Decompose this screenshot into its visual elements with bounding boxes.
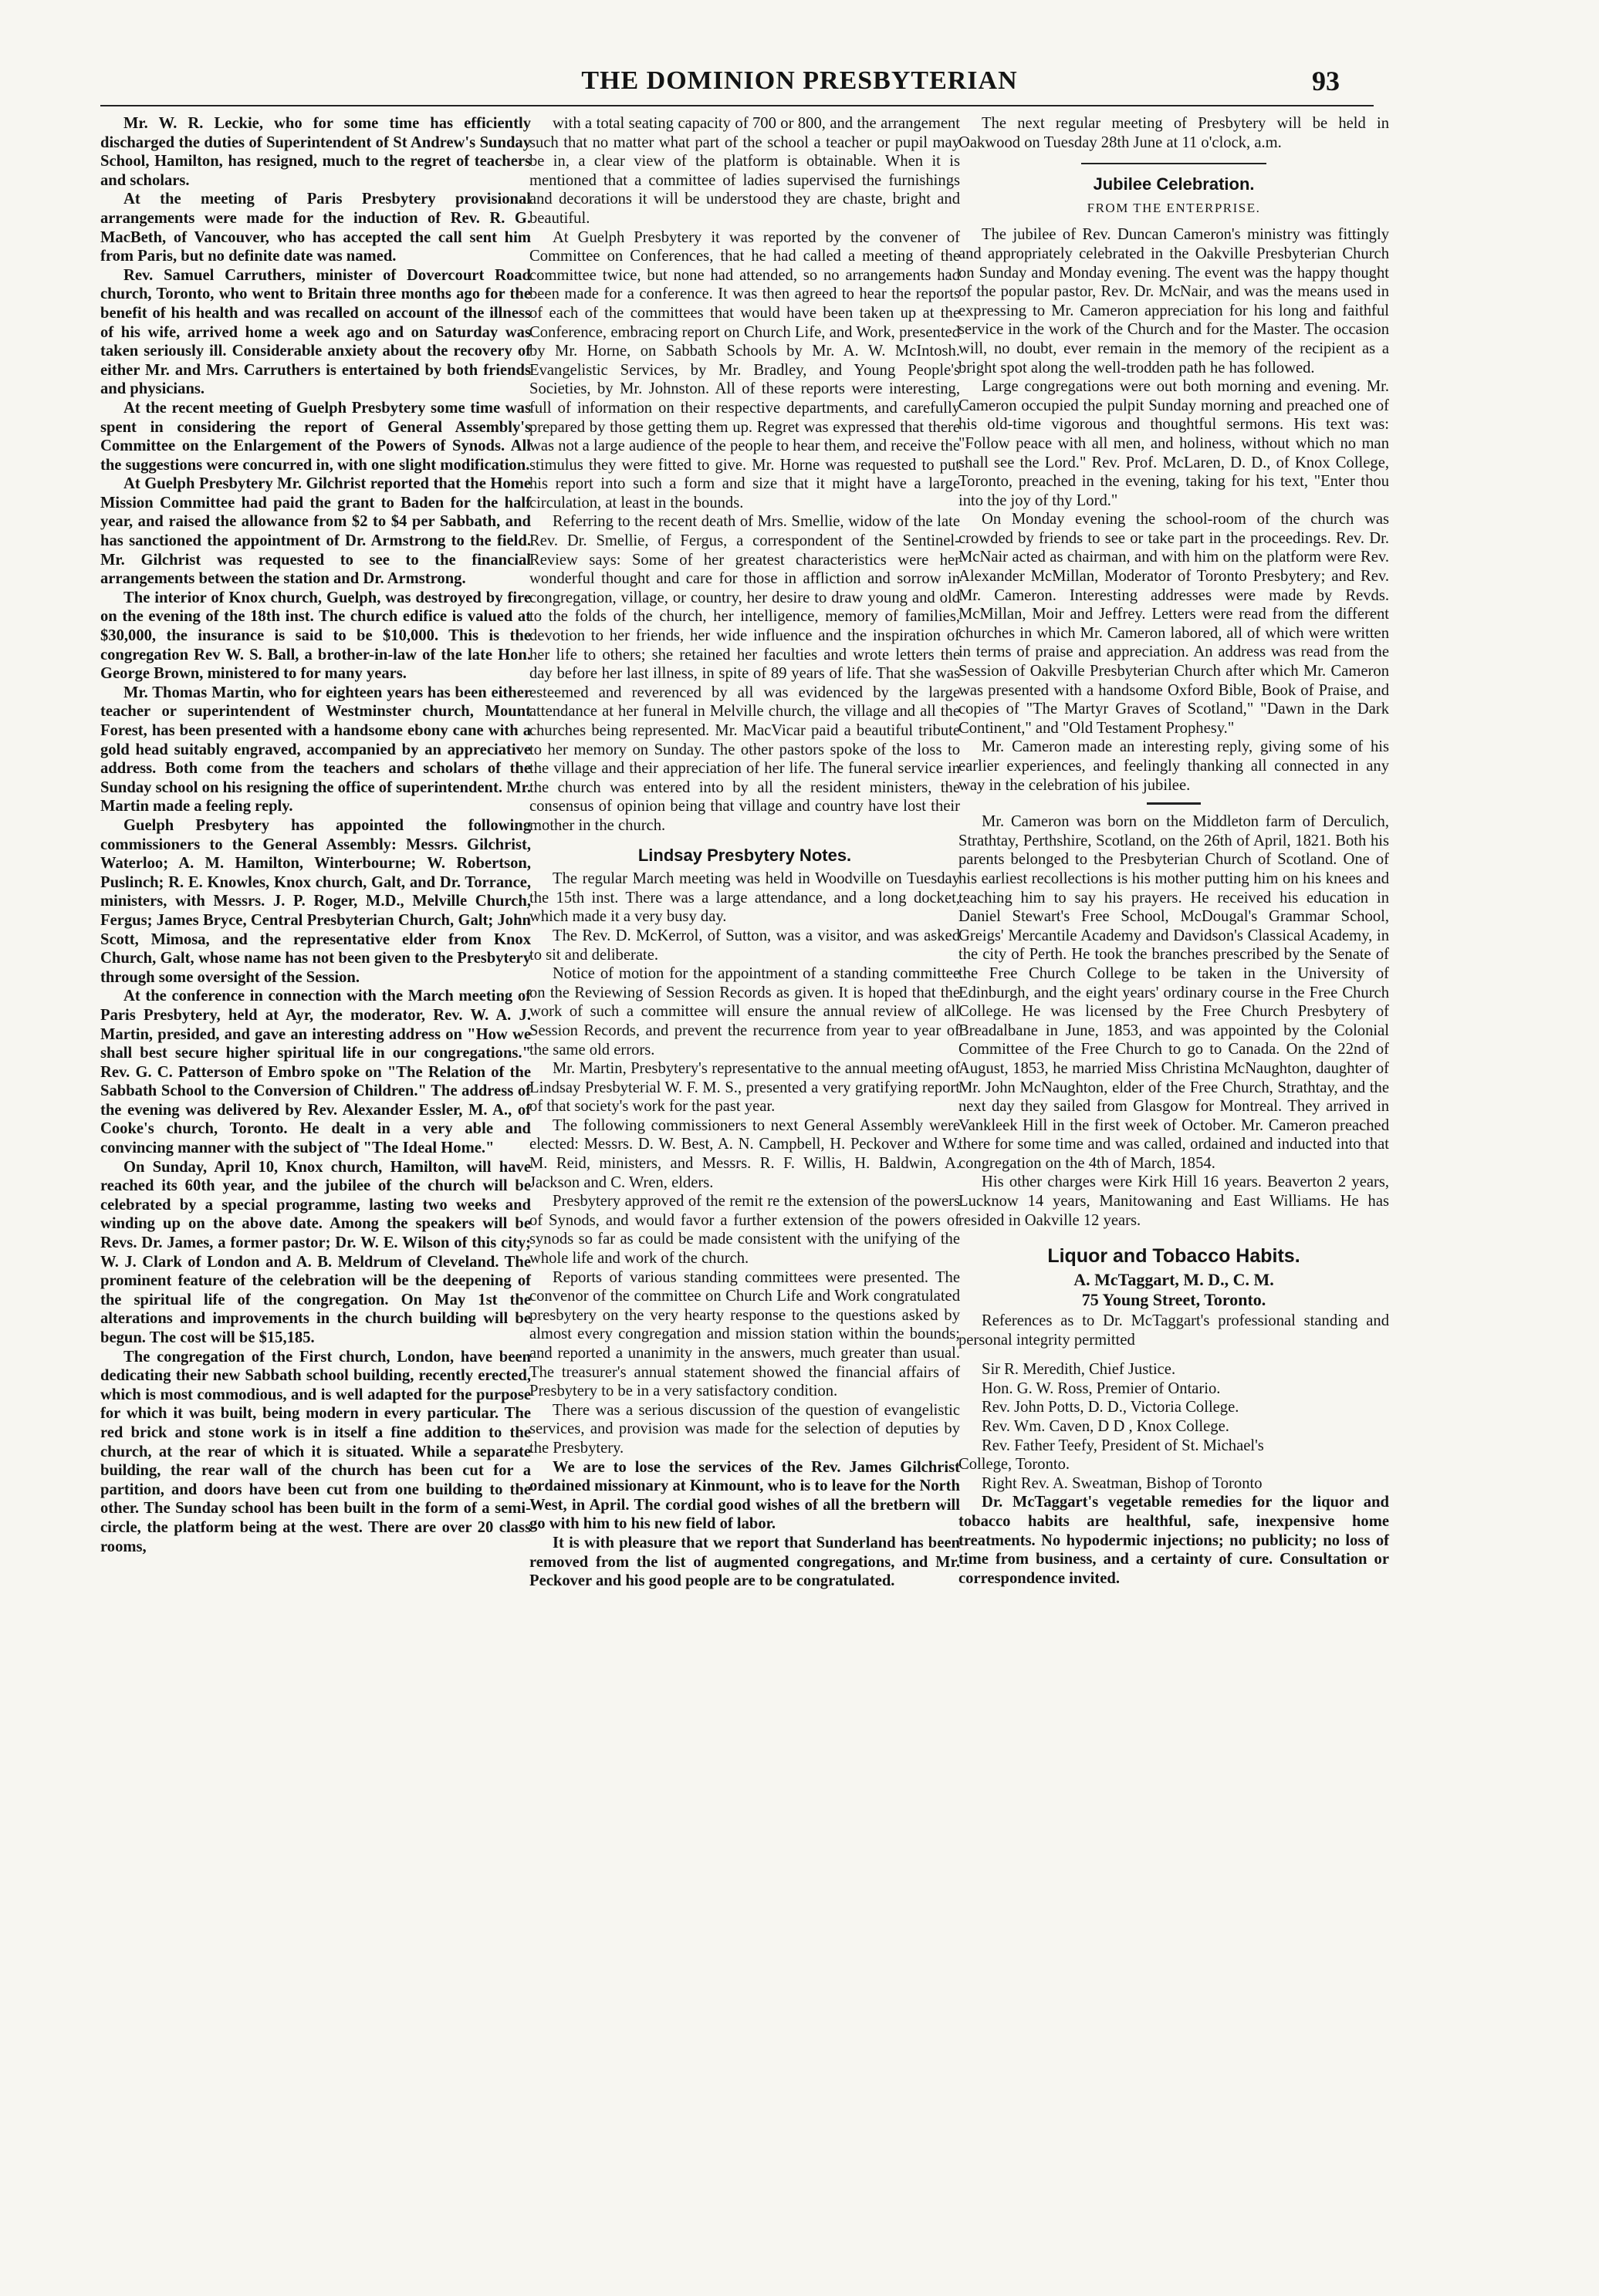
news-item: The following commissioners to next General Assembly were elected: Messrs. D. W. Best, A. N. Campbell, H. Peckover and W. M. Reid, ministers, and Messrs. R. F. Willis, H. Baldwin, A. Jackson and C. Wren, elders. <box>529 1116 960 1191</box>
reference-line: Rev. John Potts, D. D., Victoria College. <box>982 1399 1239 1416</box>
advert-heading: Liquor and Tobacco Habits. <box>1047 1245 1300 1268</box>
column-1 <box>100 114 531 1556</box>
news-item: The next regular meeting of Presbytery will be held in Oakwood on Tuesday 28th June at 11 o'clock, a.m. <box>958 115 1389 151</box>
news-item: Mr. Thomas Martin, who for eighteen years has been either teacher or superintendent of Westminster church, Mount Forest, has been presented with a handsome ebony cane with a gold head suitably engraved, accompanied by an appreciative address. Both come from the teachers and scholars of the Sunday school on his resigning the office of superintendent. Mr. Martin made a feeling reply. <box>100 684 531 815</box>
advert-intro: References as to Dr. McTaggart's professional standing and personal integrity permitted <box>958 1312 1389 1349</box>
advert-address: 75 Young Street, Toronto. <box>1081 1290 1266 1310</box>
news-item: We are to lose the services of the Rev. James Gilchrist ordained missionary at Kinmount, who is to leave for the North West, in April. The cordial good wishes of all the bretbern will go with him to his new field of labor. <box>529 1458 960 1533</box>
news-item: At the conference in connection with the March meeting of Paris Presbytery, held at Ayr, the moderator, Rev. W. A. J. Martin, presided, and gave an interesting address on "How we shall best secure higher spiritual life in our congregations." Rev. G. C. Patterson of Embro spoke on "The Relation of the Sabbath School to the Conversion of Children." The address of the evening was delivered by Rev. Alexander Essler, M. A., of Cooke's church, Toronto. He dealt in a very able and convincing manner with the subject of "The Ideal Home." <box>100 988 531 1157</box>
news-item: Referring to the recent death of Mrs. Smellie, widow of the late Rev. Dr. Smellie, of Fergus, a correspondent of the Sentinel-Review says: Some of her greatest characteristics were her wonderful thought and care for those in affliction and sorrow in congregation, village, or country, her desire to draw young and old to the folds of the church, her intelligence, memory of families, devotion to her friends, her wide influence and the inspiration of her life to others; she retained her faculties and wrote letters the day before her last illness, in spite of 89 years of life. That she was esteemed and reverenced by all was evidenced by the large attendance at her funeral in Melville church, the village and all the churches being represented. Mr. MacVicar paid a beautiful tribute to her memory on Sunday. The other pastors spoke of the loss to the village and their appreciation of her life. The funeral service in the church was entered into by all the resident ministers, the consensus of opinion being that village and country have lost their mother in the church. <box>529 513 960 834</box>
news-item: Guelph Presbytery has appointed the following commissioners to the General Assembly: Messrs. Gilchrist, Waterloo; A. M. Hamilton, Winterbourne; W. Robertson, Puslinch; R. E. Knowles, Knox church, Galt, and Dr. Torrance, ministers, with Messrs. J. P. Roger, M.D., Melville Church, Fergus; James Bryce, Central Presbyterian Church, Galt; John Scott, Mimosa, and the representative elder from Knox Church, Galt, whose name has not been given to the Presbytery through some oversight of the Session. <box>100 816 531 986</box>
spacer <box>958 1349 1389 1360</box>
section-heading-lindsay: Lindsay Presbytery Notes. <box>637 845 852 865</box>
news-item: with a total seating capacity of 700 or 800, and the arrangement such that no matter what part of the school a teacher or pupil may be in, a clear view of the platform is obtainable. When it is mentioned that a committee of ladies supervised the furnishings and decorations it will be understood they are chaste, bright and beautiful. <box>529 115 960 227</box>
column-2 <box>529 114 960 1591</box>
reference-line: Sir R. Meredith, Chief Justice. <box>982 1361 1176 1379</box>
news-item: Mr. Cameron made an interesting reply, giving some of his earlier experiences, and feelingly thanking all connected in any way in the celebration of his jubilee. <box>958 738 1389 794</box>
reference-line: College, Toronto. <box>958 1456 1070 1474</box>
reference-line: Rev. Father Teefy, President of St. Michael's <box>982 1437 1264 1454</box>
news-item: Reports of various standing committees were presented. The convenor of the committee on Church Life and Work congratulated presbytery on the very hearty response to the questions asked by almost every congregation and mission station within the bounds; and reported a unanimity in the answers, much greater than usual. The treasurer's annual statement showed the financial affairs of Presbytery to be in a very satisfactory condition. <box>529 1268 960 1400</box>
advert-name: A. McTaggart, M. D., C. M. <box>1073 1269 1274 1289</box>
news-item: The interior of Knox church, Guelph, was destroyed by fire on the evening of the 18th inst. The church edifice is valued at $30,000, the insurance is said to be $10,000. This is the congregation Rev W. S. Ball, a brother-in-law of the late Hon. George Brown, ministered to for many years. <box>100 589 531 683</box>
news-item: It is with pleasure that we report that Sunderland has been removed from the list of augmented congregations, and Mr. Peckover and his good people are to be congratulated. <box>529 1534 960 1590</box>
header-rule <box>100 105 1374 106</box>
news-item: Mr. Martin, Presbytery's representative to the annual meeting of Lindsay Presbyterial W. F. M. S., presented a very gratifying report of that society's work for the past year. <box>529 1060 960 1116</box>
news-item: At Guelph Presbytery it was reported by the convener of Committee on Conferences, that he had called a meeting of the committee twice, but none had attended, so no arrangements had been made for a conference. It was then agreed to hear the reports of each of the committees that would have been taken up at the Conference, embracing report on Church Life, and Work, presented by Mr. Horne, on Sabbath Schools by Mr. A. W. McIntosh. Evangelistic Services, by Mr. Bradley, and Young People's Societies, by Mr. Johnston. All of these reports were interesting, full of information on their respective departments, and carefully prepared by those getting them up. Regret was expressed that there was not a large audience of the people to hear them, and receive the stimulus they were fitted to give. Mr. Horne was requested to put his report into such a form and size that it might have a large circulation, at least in the bounds. <box>529 228 960 512</box>
reference-line: Right Rev. A. Sweatman, Bishop of Toronto <box>982 1474 1263 1492</box>
news-item: Rev. Samuel Carruthers, minister of Dovercourt Road church, Toronto, who went to Britain three months ago for the benefit of his health and was recalled on account of the illness of his wife, arrived home a week ago and on Saturday was taken seriously ill. Considerable anxiety about the recovery of either Mr. and Mrs. Carruthers is entertained by both friends and physicians. <box>100 266 531 398</box>
advert-body: Dr. McTaggart's vegetable remedies for the liquor and tobacco habits are healthful, safe, inexpensive home treatments. No hypodermic injections; no publicity; no loss of time from business, and a certainty of cure. Consultation or correspondence invited. <box>958 1494 1389 1587</box>
reference-line: Hon. G. W. Ross, Premier of Ontario. <box>982 1379 1221 1397</box>
news-item: On Monday evening the school-room of the church was crowded by friends to see or take part in the proceedings. Rev. Dr. McNair acted as chairman, and with him on the platform were Rev. Alexander McMillan, Moderator of Toronto Presbytery; and Rev. Mr. Cameron. Interesting addresses were made by Revds. McMillan, Moir and Jeffrey. Letters were read from the different churches in which Mr. Cameron labored, all of which were written in terms of praise and appreciation. An address was read from the Session of Oakville Presbyterian Church after which Mr. Cameron was presented with a handsome Oxford Bible, Book of Praise, and copies of "The Martyr Graves of Scotland," "Dawn in the Dark Continent," and "Old Testament Prophesy." <box>958 511 1389 737</box>
page-number: 93 <box>1312 66 1340 96</box>
news-item: The congregation of the First church, London, have been dedicating their new Sabbath school building, recently erected, which is most commodious, and is well adapted for the purpose for which it was built, being modern in every particular. The red brick and stone work is in itself a fine addition to the church, at the rear of which it is situated. While a separate building, the rear wall of the church has been cut for a partition, and doors have been cut from one building to the other. The Sunday school has been built in the form of a semi-circle, the platform being at the west. There are over 20 class rooms, <box>100 1348 531 1555</box>
news-item: Large congregations were out both morning and evening. Mr. Cameron occupied the pulpit Sunday morning and preached one of his old-time vigorous and thoughtful sermons. His text was: "Follow peace with all men, and holiness, without which no man shall see the Lord." Rev. Prof. McLaren, D. D., of Knox College, Toronto, preached in the evening, taking for his text, "Enter thou into the joy of thy Lord." <box>958 378 1389 509</box>
section-rule <box>1081 163 1266 164</box>
news-item: At the recent meeting of Guelph Presbytery some time was spent in considering the report of General Assembly's Committee on the Enlargement of the Powers of Synods. All the suggestions were concurred in, with one slight modification. <box>100 399 531 474</box>
reference-line: Rev. Wm. Caven, D D , Knox College. <box>982 1418 1229 1435</box>
news-item: The regular March meeting was held in Woodville on Tuesday the 15th inst. There was a large attendance, and a long docket, which made it a very busy day. <box>529 870 960 926</box>
news-item: The jubilee of Rev. Duncan Cameron's ministry was fittingly and appropriately celebrated in the Oakville Presbyterian Church on Sunday and Monday evening. The event was the happy thought of the popular pastor, Rev. Dr. McNair, and was the means used in expressing to Mr. Cameron appreciation for his long and faithful service in the work of the Church and for the Master. The occasion will, no doubt, ever remain in the memory of the recipient as a bright spot along the well-trodden path he has followed. <box>958 226 1389 376</box>
news-item: On Sunday, April 10, Knox church, Hamilton, will have reached its 60th year, and the jubilee of the church will be celebrated by a special programme, lasting two weeks and winding up on the above date. Among the speakers will be Revs. Dr. James, a former pastor; Dr. W. E. Wilson of this city; W. J. Clark of London and A. B. Meldrum of Cleveland. The prominent feature of the celebration will be the deepening of the spiritual life of the congregation. On May 1st the alterations and improvements in the church building will be begun. The cost will be $15,185. <box>100 1158 531 1346</box>
news-item: The Rev. D. McKerrol, of Sutton, was a visitor, and was asked to sit and deliberate. <box>529 927 960 964</box>
news-item: Mr. Cameron was born on the Middleton farm of Derculich, Strathtay, Perthshire, Scotland, on the 26th of April, 1821. Both his parents belonged to the Presbyterian Church of Scotland. One of his earliest recollections is his mother putting him on his knees and teaching him to say his prayers. He received his education in Daniel Stewart's Free School, McDougal's Grammar School, Greigs' Mercantile Academy and Davidson's Classical Academy, in the city of Perth. He took the branches prescribed by the Senate of the Free Church College to be taken in the University of Edinburgh, and the eight years' ordinary course in the Free Church College. He was licensed by the Free Church Presbytery of Breadalbane in June, 1853, and was appointed by the Colonial Committee of the Free Church to go to Canada. On the 22nd of August, 1853, he married Miss Christina McNaughton, daughter of Mr. John McNaughton, elder of the Free Church, Strathtay, and the next day they sailed from Glasgow for Montreal. They arrived in Vankleek Hill in the first week of October. Mr. Cameron preached there for some time and was called, ordained and inducted into that congregation on the 4th of March, 1854. <box>958 813 1389 1172</box>
news-item: His other charges were Kirk Hill 16 years. Beaverton 2 years, Lucknow 14 years, Manitowaning and East Williams. He has resided in Oakville 12 years. <box>958 1173 1389 1229</box>
news-item: Presbytery approved of the remit re the extension of the powers of Synods, and would favor a further extension of the powers of synods so far as could be made consistent with the unifying of the whole life and work of the church. <box>529 1193 960 1268</box>
section-heading-jubilee: Jubilee Celebration. <box>1093 174 1255 194</box>
news-item: At Guelph Presbytery Mr. Gilchrist reported that the Home Mission Committee had paid the grant to Baden for the half year, and raised the allowance from $2 to $4 per Sabbath, and has sanctioned the appointment of Dr. Armstrong to the field. Mr. Gilchrist was requested to see to the financial arrangements between the station and Dr. Armstrong. <box>100 475 531 588</box>
news-item: Mr. W. R. Leckie, who for some time has efficiently discharged the duties of Superintendent of St Andrew's Sunday School, Hamilton, has resigned, much to the regret of teachers and scholars. <box>100 115 531 189</box>
divider-rule <box>1147 802 1201 805</box>
running-head: THE DOMINION PRESBYTERIAN <box>581 66 1018 95</box>
source-line: FROM THE ENTERPRISE. <box>1087 200 1261 215</box>
column-3 <box>958 114 1389 1588</box>
news-item: At the meeting of Paris Presbytery provisional arrangements were made for the induction of Rev. R. G. MacBeth, of Vancouver, who has accepted the call sent him from Paris, but no definite date was named. <box>100 191 531 265</box>
news-item: Notice of motion for the appointment of a standing committee on the Reviewing of Session Records as given. It is hoped that the work of such a committee will ensure the annual review of all Session Records, and prevent the recurrence from year to year of the same old errors. <box>529 965 960 1059</box>
news-item: There was a serious discussion of the question of evangelistic services, and provision was made for the selection of deputies by the Presbytery. <box>529 1401 960 1457</box>
